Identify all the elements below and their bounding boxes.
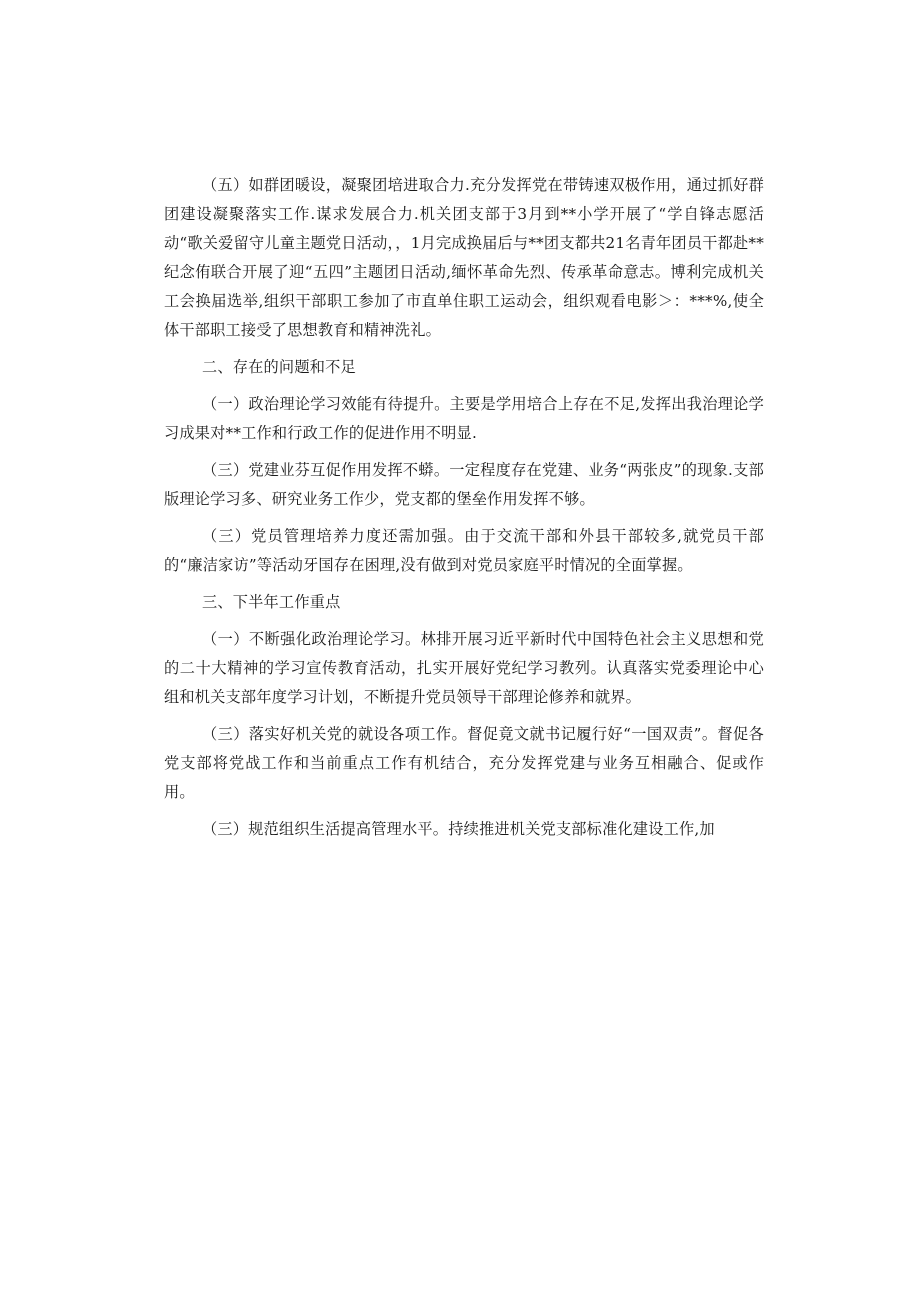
paragraph-member-management: （三）党员管理培养力度还需加强。由于交流干部和外县干部较多,就党员干部的“廉洁家访”等活动牙国存在困理,没有做到对党员家庭平时情况的全面掌握。	[164, 527, 764, 574]
section-heading-next-half: 三、下半年工作重点	[202, 593, 341, 611]
section-heading-problems: 二、存在的问题和不足	[202, 358, 356, 376]
paragraph-organization-life: （三）规范组织生活提高管理水平。持续推进机关党支部标准化建设工作,加	[202, 820, 715, 838]
paragraph-group-building: （五）如群团暖设，凝聚团培进取合力.充分发挥党在带铸速双极作用，通过抓好群团建设凝聚落实工作.谋求发展合力.机关团支部于3月到**小学开展了“学自锋志愿活动“歌关爱留守儿童主题党日活动，，1月完成换届后与**团支都共21名青年团员干都赴**纪念侑联合开展了迎“五四”主题团日活动,缅怀革命先烈、传承革命意志。博利完成机关工会换届选举,组织干部职工参加了市直单住职工运动会，组织观看电影＞：***%,使全体干部职工接受了思想教育和精神洗礼。	[164, 176, 764, 339]
document-body	[164, 171, 764, 852]
paragraph-theory-study: （一）政治理论学习效能有待提升。主要是学用培合上存在不足,发挥出我治理论学习成果对**工作和行政工作的促进作用不明显.	[164, 395, 764, 442]
paragraph-strengthen-theory: （一）不断强化政治理论学习。林排开展习近平新时代中国特色社会主义思想和党的二十大精神的学习宣传教育活动，扎实开展好党纪学习教列。认真落实党委理论中心组和机关支部年度学习计划，不断提升党员领导干部理论修养和就界。	[164, 630, 764, 706]
paragraph-party-business: （三）党建业芬互促作用发挥不蟒。一定程度存在党建、业务“两张皮”的现象.支部版理论学习多、研究业务工作少，党支都的堡垒作用发挥不够。	[164, 461, 764, 508]
paragraph-party-construction: （三）落实好机关党的就设各项工作。督促竟文就书记履行好“一国双责”。督促各党支部将党战工作和当前重点工作有机结合，充分发挥党建与业务互相融合、促或作用。	[164, 725, 764, 801]
